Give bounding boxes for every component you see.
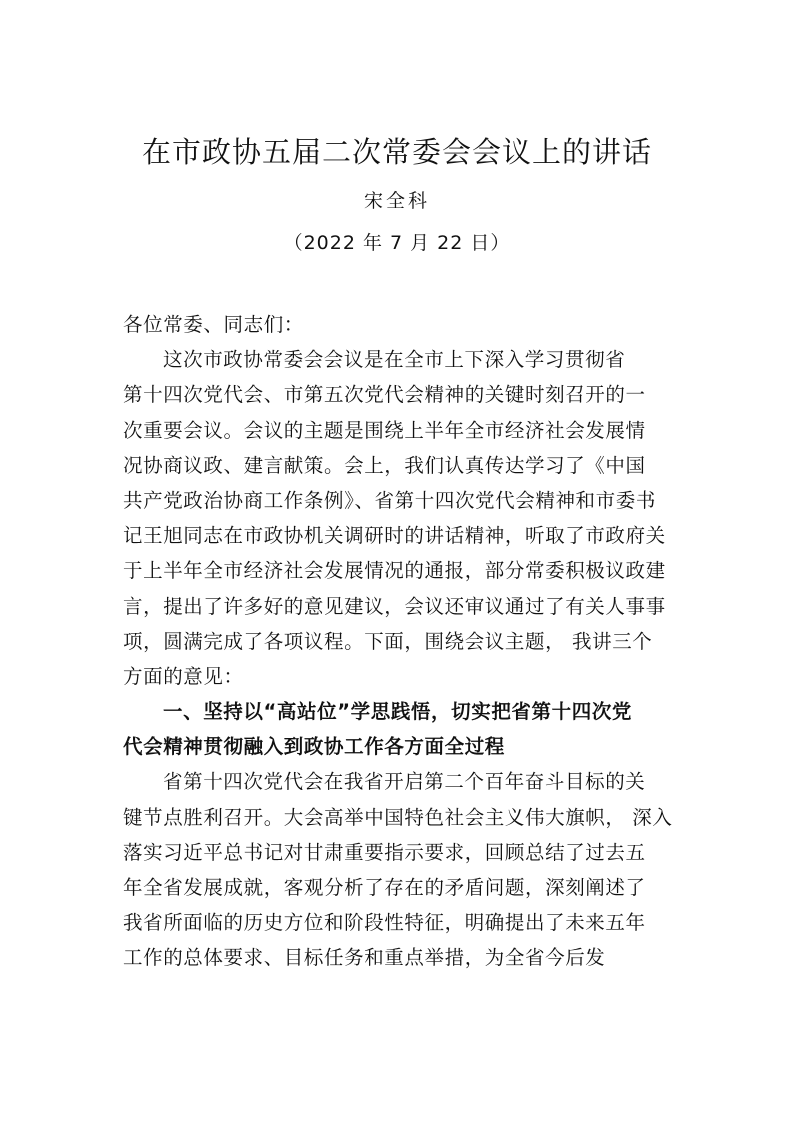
salutation: 各位常委、同志们：: [123, 313, 304, 336]
text-line: 落实习近平总书记对甘肃重要指示要求，回顾总结了过去五: [123, 840, 646, 864]
text-line: 这次市政协常委会会议是在全市上下深入学习贯彻省: [163, 348, 626, 372]
text-line: 况协商议政、建言献策。会上，我们认真传达学习了《中国: [123, 453, 646, 477]
text-line: 年全省发展成就，客观分析了存在的矛盾问题，深刻阐述了: [123, 876, 646, 899]
heading-line: 一、坚持以“高站位”学思践悟，切实把省第十四次党: [163, 700, 633, 724]
heading-line: 代会精神贯彻融入到政协工作各方面全过程: [123, 735, 505, 759]
text-line: 记王旭同志在市政协机关调研时的讲话精神，听取了市政府关: [123, 524, 666, 548]
speech-body: [123, 307, 683, 976]
text-line: 次重要会议。会议的主题是围绕上半年全市经济社会发展情: [123, 418, 646, 442]
text-line: 于上半年全市经济社会发展情况的通报，部分常委积极议政建: [123, 559, 666, 583]
text-line: 工作的总体要求、目标任务和重点举措，为全省今后发: [123, 946, 606, 970]
text-line: 共产党政治协商工作条例》、省第十四次党代会精神和市委书: [123, 488, 656, 512]
text-line: 键节点胜利召开。大会高举中国特色社会主义伟大旗帜， 深入: [123, 805, 673, 829]
speech-title: 在市政协五届二次常委会会议上的讲话: [141, 135, 652, 169]
section-heading-1: [123, 694, 683, 764]
text-line: 言，提出了许多好的意见建议，会议还审议通过了有关人事事: [123, 594, 666, 618]
text-line: 省第十四次党代会在我省开启第二个百年奋斗目标的关: [163, 770, 646, 794]
speech-date: （2022 年 7 月 22 日）: [283, 232, 511, 254]
text-line: 方面的意见：: [123, 664, 244, 688]
speech-author: 宋全科: [363, 190, 430, 212]
text-line: 第十四次党代会、市第五次党代会精神的关键时刻召开的一: [123, 383, 646, 407]
text-line: 项，圆满完成了各项议程。下面，围绕会议主题， 我讲三个: [123, 629, 653, 653]
text-line: 我省所面临的历史方位和阶段性特征，明确提出了未来五年: [123, 911, 646, 935]
paragraph-section-1: [123, 764, 683, 975]
paragraph-opening: [123, 342, 683, 694]
